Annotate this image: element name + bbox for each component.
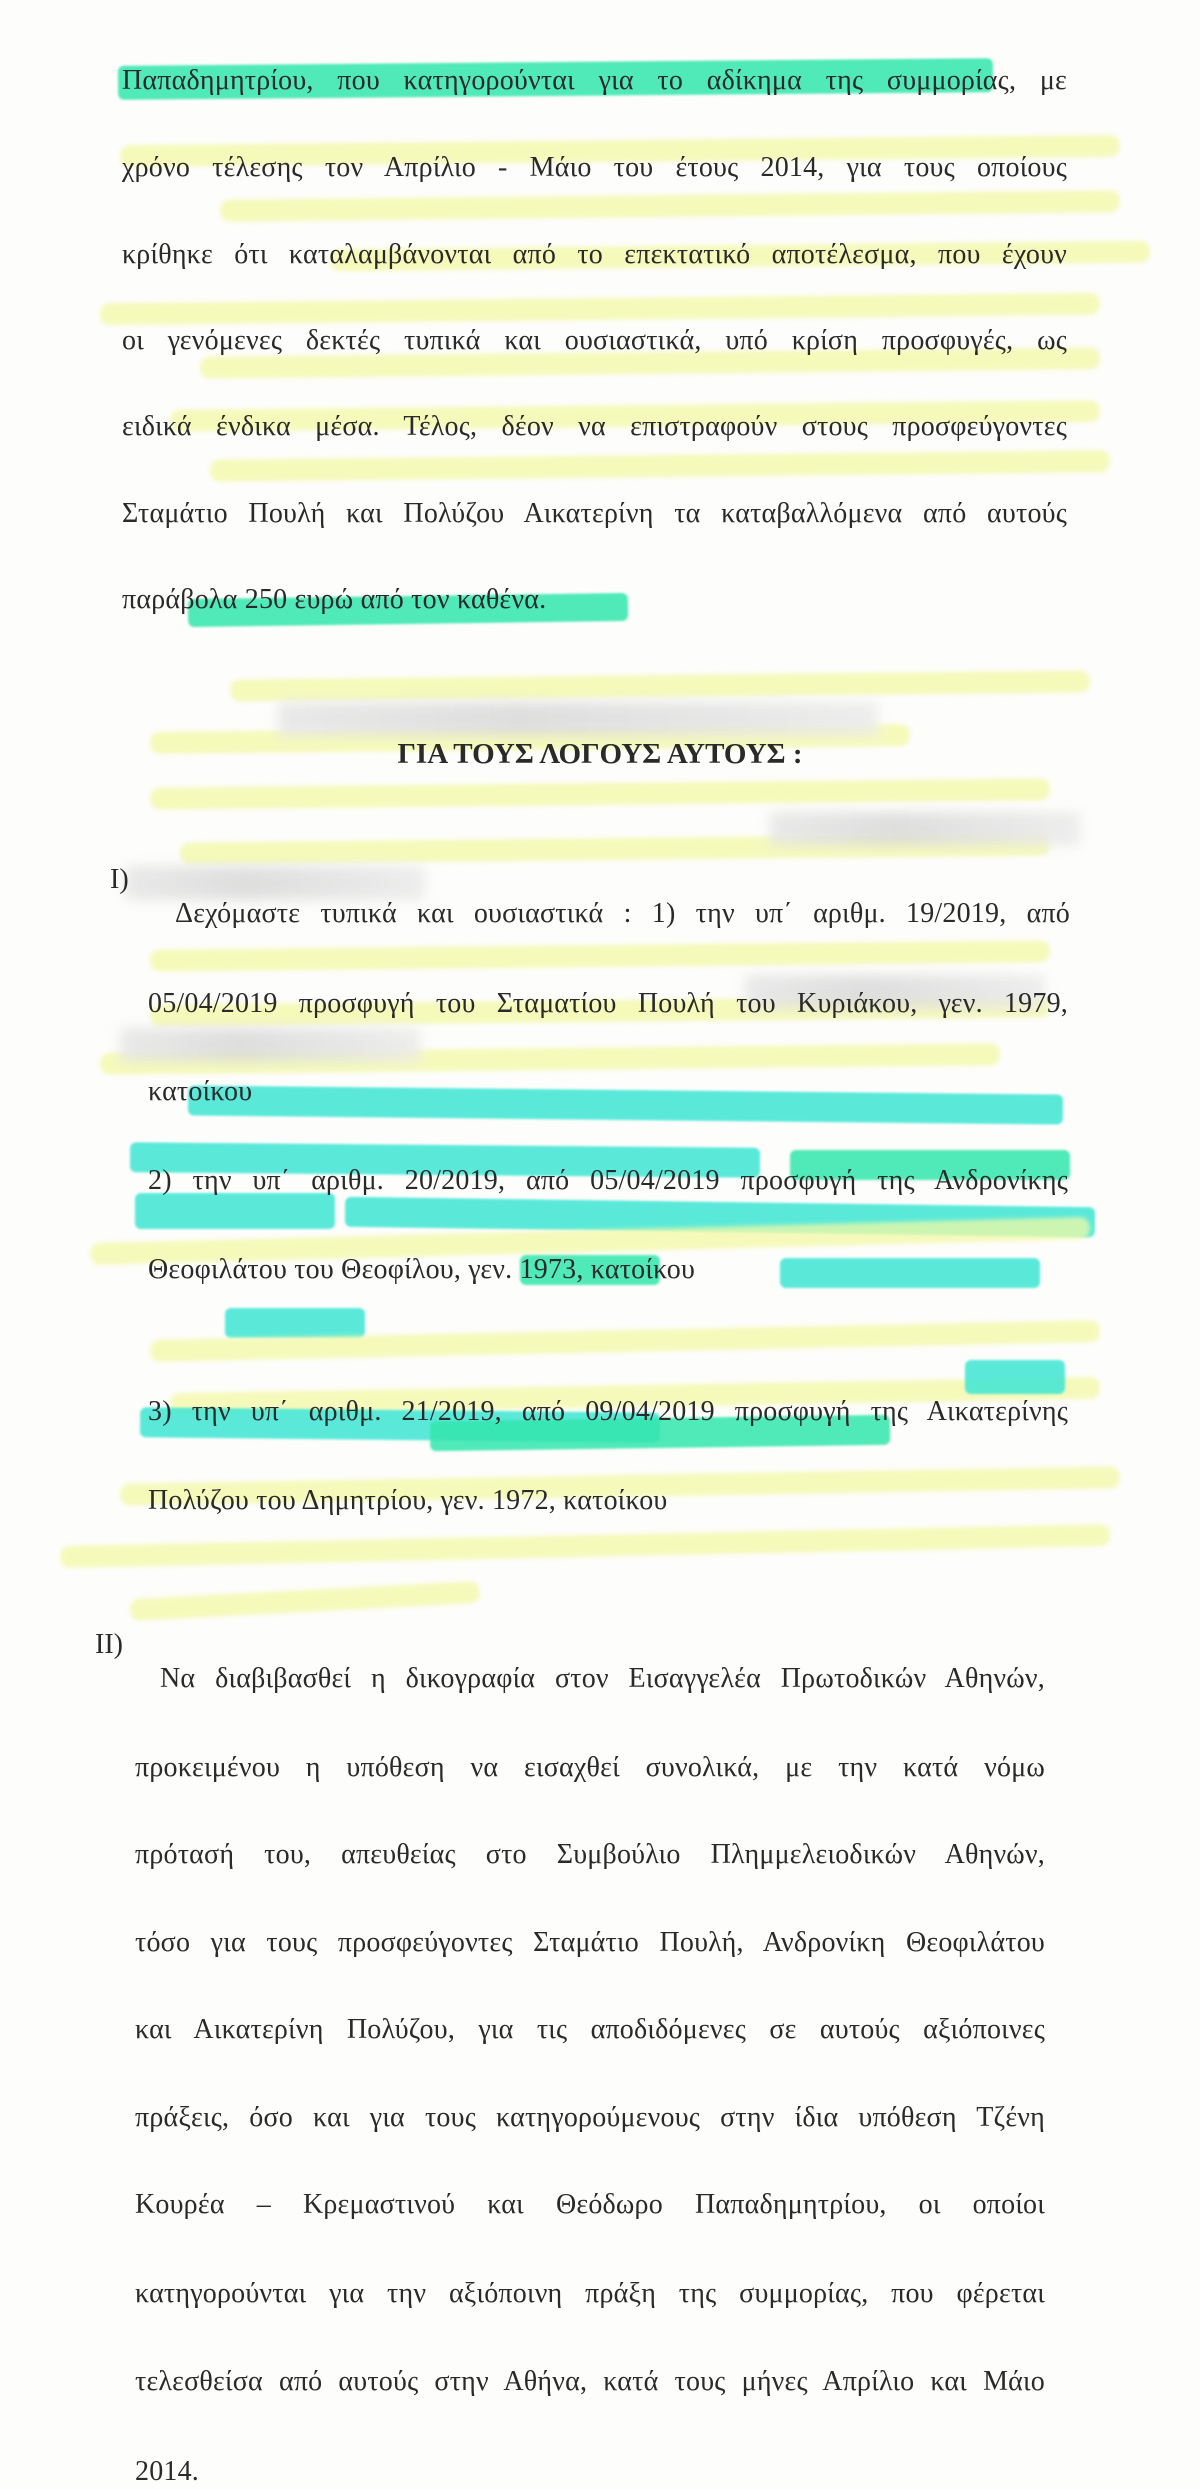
highlight-yellow (150, 940, 1050, 971)
text-line: ειδικά ένδικα μέσα. Τέλος, δέον να επιστραφούν στους προσφεύγοντες (122, 411, 1067, 442)
text-line: 2014. (135, 2456, 199, 2487)
section-marker: II) (95, 1629, 123, 1660)
redacted-address (770, 812, 1080, 846)
text-line: Πολύζου του Δημητρίου, γεν. 1972, κατοίκου (148, 1485, 668, 1516)
text-line: 3) την υπ΄ αριθμ. 21/2019, από 09/04/2019 προσφυγή της Αικατερίνης (148, 1396, 1068, 1427)
highlight-yellow (130, 1581, 481, 1621)
text-line: Σταμάτιο Πουλή και Πολύζου Αικατερίνη τα καταβαλλόμενα από αυτούς (122, 498, 1067, 529)
text-line: παράβολα 250 ευρώ από τον καθένα. (122, 584, 547, 615)
text-line: 2) την υπ΄ αριθμ. 20/2019, από 05/04/2019 προσφυγή της Ανδρονίκης (148, 1165, 1068, 1196)
text-line: προκειμένου η υπόθεση να εισαχθεί συνολικά, με την κατά νόμω (135, 1752, 1045, 1783)
text-line: Να διαβιβασθεί η δικογραφία στον Εισαγγελέα Πρωτοδικών Αθηνών, (160, 1663, 1045, 1694)
highlight-yellow (60, 1524, 1110, 1568)
redacted-address (120, 1028, 420, 1062)
text-line: Δεχόμαστε τυπικά και ουσιαστικά : 1) την υπ΄ αριθμ. 19/2019, από (175, 898, 1070, 929)
text-line: κρίθηκε ότι καταλαμβάνονται από το επεκτατικό αποτέλεσμα, που έχουν (122, 239, 1067, 270)
text-line: πράξεις, όσο και για τους κατηγορούμενους στην ίδια υπόθεση Τζένη (135, 2102, 1045, 2133)
section-marker: I) (110, 864, 129, 895)
text-line: 05/04/2019 προσφυγή του Σταματίου Πουλή του Κυριάκου, γεν. 1979, (148, 988, 1068, 1019)
highlight-cyan-section2 (225, 1308, 365, 1338)
text-line: κατοίκου (148, 1076, 253, 1107)
redacted-address (278, 702, 878, 736)
text-line: οι γενόμενες δεκτές τυπικά και ουσιαστικά, υπό κρίση προσφυγές, ως (122, 325, 1067, 356)
highlight-cyan-section2 (965, 1360, 1065, 1394)
text-line: Κουρέα – Κρεμαστινού και Θεόδωρο Παπαδημητρίου, οι οποίοι (135, 2189, 1045, 2220)
text-line: Θεοφιλάτου του Θεοφίλου, γεν. 1973, κατοίκου (148, 1254, 696, 1285)
text-line: Παπαδημητρίου, που κατηγορούνται για το αδίκημα της συμμορίας, με (122, 65, 1067, 96)
text-line: χρόνο τέλεσης τον Απρίλιο - Μάιο του έτους 2014, για τους οποίους (122, 152, 1067, 183)
section-heading: ΓΙΑ ΤΟΥΣ ΛΟΓΟΥΣ ΑΥΤΟΥΣ : (397, 738, 803, 770)
text-line: και Αικατερίνη Πολύζου, για τις αποδιδόμενες σε αυτούς αξιόποινες (135, 2014, 1045, 2045)
text-line: κατηγορούνται για την αξιόποινη πράξη της συμμορίας, που φέρεται (135, 2278, 1045, 2309)
text-line: τελεσθείσα από αυτούς στην Αθήνα, κατά τους μήνες Απρίλιο και Μάιο (135, 2366, 1045, 2397)
highlight-cyan-section2 (135, 1193, 335, 1229)
text-line: τόσο για τους προσφεύγοντες Σταμάτιο Πουλή, Ανδρονίκη Θεοφιλάτου (135, 1927, 1045, 1958)
text-line: πρότασή του, απευθείας στο Συμβούλιο Πλημμελειοδικών Αθηνών, (135, 1839, 1045, 1870)
